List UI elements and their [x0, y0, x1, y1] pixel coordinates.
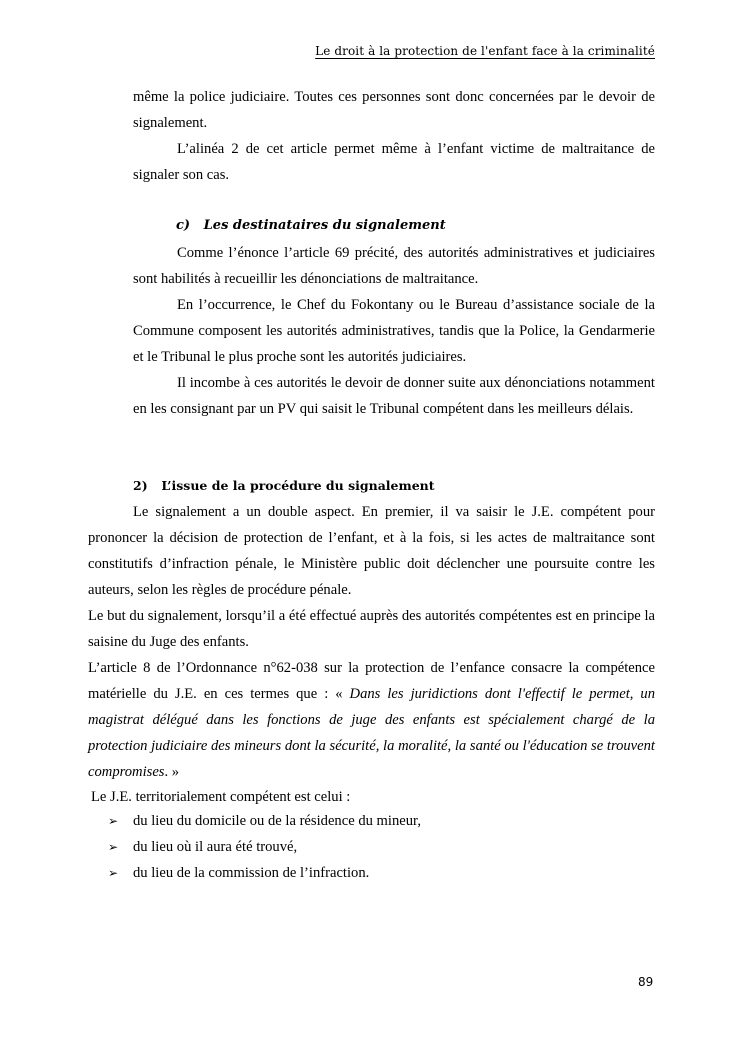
- heading-number: 2): [133, 478, 148, 493]
- heading-number: c): [176, 218, 191, 233]
- page-number: 89: [638, 975, 654, 989]
- heading-text: L’issue de la procédure du signalement: [161, 478, 435, 493]
- article-8-end: . »: [164, 764, 180, 780]
- paragraph-police-judiciaire: même la police judiciaire. Toutes ces personnes sont donc concernées par le devoir de signalement.: [133, 89, 655, 131]
- paragraph-but-signalement: Le but du signalement, lorsqu’il a été effectué auprès des autorités compétentes est en principe la saisine du Juge des enfants.: [88, 608, 655, 650]
- arrow-right-icon: ➢: [108, 814, 119, 828]
- list-item-text: du lieu où il aura été trouvé,: [133, 839, 298, 855]
- heading-issue-procedure: [133, 478, 435, 493]
- paragraph-devoir: Il incombe à ces autorités le devoir de donner suite aux dénonciations notamment en les consignant par un PV qui saisit le Tribunal compétent dans les meilleurs délais.: [133, 375, 655, 417]
- paragraph-article-69: Comme l’énonce l’article 69 précité, des autorités administratives et judiciaires sont habilités à recueillir les dénonciations de maltraitance.: [133, 245, 655, 287]
- paragraph-autorites: En l’occurrence, le Chef du Fokontany ou le Bureau d’assistance sociale de la Commune composent les autorités administratives, tandis que la Police, la Gendarmerie et le Tribunal le plus proche sont les autorités judiciaires.: [133, 297, 655, 365]
- paragraph-je-territorial: Le J.E. territorialement compétent est celui :: [91, 789, 351, 805]
- list-item: [108, 860, 421, 886]
- heading-text: Les destinataires du signalement: [203, 218, 446, 233]
- arrow-right-icon: ➢: [108, 866, 119, 880]
- competence-list: [108, 808, 421, 886]
- list-item: [108, 808, 421, 834]
- paragraph-alinea-2: L’alinéa 2 de cet article permet même à l’enfant victime de maltraitance de signaler son cas.: [133, 141, 655, 183]
- paragraph-double-aspect: Le signalement a un double aspect. En premier, il va saisir le J.E. compétent pour prononcer la décision de protection de l’enfant, et à la fois, si les actes de maltraitance sont constitutifs d’infraction pénale, le Ministère public doit déclencher une poursuite contre les auteurs, selon les règles de procédure pénale.: [88, 504, 655, 598]
- running-header: Le droit à la protection de l'enfant face à la criminalité: [315, 44, 655, 58]
- list-item: [108, 834, 421, 860]
- list-item-text: du lieu de la commission de l’infraction.: [133, 865, 370, 881]
- article-8-intro: L’article 8 de l’Ordonnance n°62-038 sur la protection de l’enfance consacre la compétence matérielle du J.E. en ces termes que : «: [88, 660, 655, 702]
- paragraph-article-8: [88, 655, 655, 785]
- article-8-quote: Dans les juridictions dont l'effectif le permet, un magistrat délégué dans les fonctions de juge des enfants est spécialement chargé de la protection judiciaire des mineurs dont la sécurité, la moralité, la santé ou l'éducation se trouvent compromises: [88, 686, 655, 780]
- arrow-right-icon: ➢: [108, 840, 119, 854]
- heading-destinataires: [176, 218, 446, 233]
- list-item-text: du lieu du domicile ou de la résidence du mineur,: [133, 813, 421, 829]
